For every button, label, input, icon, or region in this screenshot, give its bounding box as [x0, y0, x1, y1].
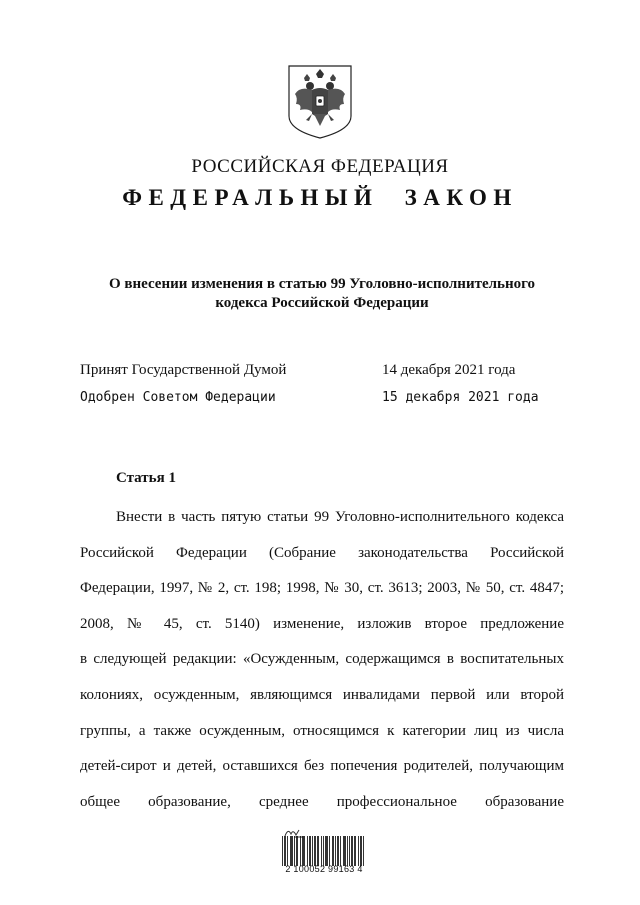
article-line: детей-сирот и детей, оставшихся без попечения родителей, получающим [80, 758, 564, 775]
barcode-bar [285, 836, 286, 866]
barcode-bar [323, 836, 324, 866]
article-heading: Статья 1 [116, 470, 176, 486]
barcode-bar [318, 836, 319, 866]
barcode-bar [287, 836, 288, 866]
article-line: Российской Федерации (Собрание законодательства Российской [80, 544, 564, 561]
barcode-bar [343, 836, 344, 866]
law-title [80, 275, 564, 313]
law-type: ФЕДЕРАЛЬНЫЙ ЗАКОН [122, 185, 518, 210]
barcode-bar [358, 836, 359, 866]
law-title-line-2: кодекса Российской Федерации [215, 295, 429, 311]
article-line: Федерации, 1997, № 2, ст. 198; 1998, № 30, ст. 3613; 2003, № 50, ст. 4847; [80, 580, 564, 597]
barcode-bar [344, 836, 345, 866]
article-line: Внести в часть пятую статьи 99 Уголовно-исполнительного кодекса [116, 509, 564, 525]
country-name: РОССИЙСКАЯ ФЕДЕРАЦИЯ [191, 156, 449, 177]
duma-label: Принят Государственной Думой [80, 362, 287, 378]
barcode-bar [337, 836, 338, 866]
barcode-bar [317, 836, 318, 866]
barcode-bar [361, 836, 362, 866]
barcode-bar [303, 836, 304, 866]
barcode-bar [325, 836, 326, 866]
barcode-bar [338, 836, 339, 866]
article-line: колониях, осужденным, являющимся инвалидами первой или второй [80, 686, 564, 703]
document-stamp [276, 826, 372, 878]
barcode-bar [335, 836, 336, 866]
barcode-bar [354, 836, 355, 866]
council-date: 15 декабря 2021 года [382, 390, 539, 405]
barcode-bar [345, 836, 346, 866]
article-line: общее образование, среднее профессиональное образование [80, 793, 564, 810]
barcode-bar [340, 836, 341, 866]
barcode-bar [327, 836, 328, 866]
barcode-bar [355, 836, 356, 866]
barcode-bar [294, 836, 295, 866]
barcode-number: 2 100052 99163 4 [285, 864, 363, 874]
barcode-bar [312, 836, 313, 866]
coat-of-arms-icon [286, 64, 354, 140]
barcode-bar [360, 836, 361, 866]
barcode-bar [291, 836, 292, 866]
barcode-icon [282, 836, 366, 866]
barcode-bar [309, 836, 310, 866]
barcode-bar [282, 836, 283, 866]
barcode-bar [349, 836, 350, 866]
barcode-bar [332, 836, 333, 866]
barcode-bar [321, 836, 322, 866]
barcode-bar [304, 836, 305, 866]
duma-date: 14 декабря 2021 года [382, 362, 516, 378]
barcode-bar [347, 836, 348, 866]
barcode-bar [310, 836, 311, 866]
barcode-bar [290, 836, 291, 866]
barcode-bar [329, 836, 330, 866]
barcode-bar [302, 836, 303, 866]
barcode-bar [326, 836, 327, 866]
barcode-bar [314, 836, 315, 866]
article-line: 2008, № 45, ст. 5140) изменение, изложив второе предложение [80, 615, 564, 632]
law-title-line-1: О внесении изменения в статью 99 Уголовно-исполнительного [108, 276, 536, 292]
article-body [80, 500, 564, 820]
barcode-bar [292, 836, 293, 866]
article-line: группы, а также осужденным, относящимся к категории лиц из числа [80, 722, 564, 739]
barcode-bar [300, 836, 301, 866]
barcode-bar [352, 836, 353, 866]
council-label: Одобрен Советом Федерации [80, 390, 276, 405]
barcode-bar [284, 836, 285, 866]
barcode-bar [297, 836, 298, 866]
barcode-bar [315, 836, 316, 866]
barcode-bar [296, 836, 297, 866]
barcode-bar [333, 836, 334, 866]
barcode-bar [363, 836, 364, 866]
barcode-bar [307, 836, 308, 866]
article-line: в следующей редакции: «Осужденным, содержащимся в воспитательных [80, 651, 564, 668]
barcode-bar [351, 836, 352, 866]
